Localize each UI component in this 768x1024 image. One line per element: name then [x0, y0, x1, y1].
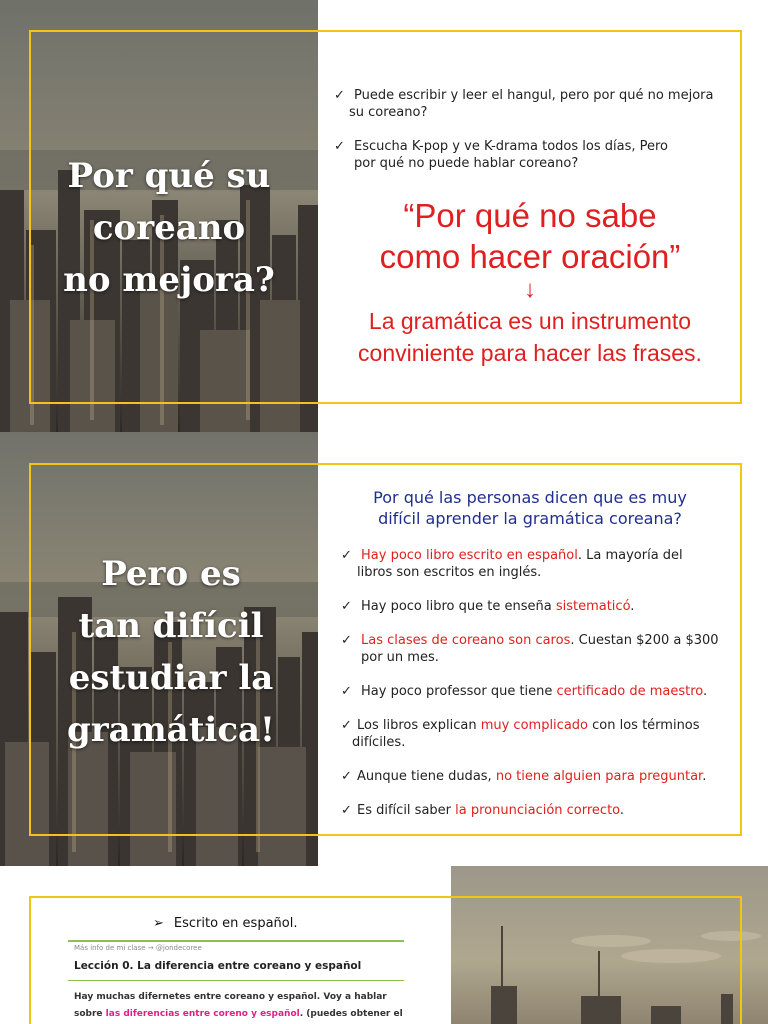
slide-2-bullet	[341, 802, 731, 819]
slide-2-bullet	[341, 717, 731, 751]
slide-2-bullet	[341, 598, 731, 615]
slide-2-question	[330, 487, 730, 529]
slide-1-answer	[330, 305, 730, 369]
bullet-text: con los términos	[588, 718, 700, 733]
bullet-text: Escucha K-pop y ve K-drama todos los días, Pero	[354, 139, 669, 154]
bullet-text: .	[619, 803, 625, 818]
bullet-text: .	[703, 684, 708, 699]
question-line: Por qué las personas dicen que es muy	[373, 488, 687, 507]
bullet-text: Puede escribir y leer el hangul, pero por qué no mejora	[354, 88, 714, 103]
slide-2-bullet	[341, 632, 731, 666]
slide-2-bullet-list	[341, 547, 731, 819]
doc-text: . (puedes obtener el	[299, 1009, 403, 1019]
bullet-text: Es difícil saber	[357, 803, 456, 818]
slide-2-bullet	[341, 768, 731, 785]
quote-line: como hacer oración”	[379, 238, 681, 275]
bullet-text: . La mayoría del	[577, 548, 683, 563]
slide-2-title-line: tan difícil	[78, 606, 264, 646]
doc-text: sobre	[74, 1009, 106, 1019]
highlight-text: sistematicó	[555, 599, 631, 614]
document-excerpt	[68, 940, 404, 1024]
heading-text: Escrito en español.	[173, 916, 298, 931]
bullet-text: difíciles.	[352, 735, 406, 750]
question-line: difícil aprender la gramática coreana?	[378, 509, 682, 528]
check-icon: ✓	[341, 769, 352, 784]
bullet-text: por un mes.	[361, 650, 439, 665]
check-icon: ✓	[341, 803, 352, 818]
slide-1-title-line: Por qué su	[67, 156, 271, 196]
check-icon: ✓	[341, 599, 352, 614]
check-icon: ✓	[334, 88, 345, 103]
doc-meta: Más info de mi clase → @jondecoree	[74, 944, 202, 952]
bullet-text: por qué no puede hablar coreano?	[354, 156, 579, 171]
bullet-text: .	[630, 599, 635, 614]
check-icon: ✓	[341, 548, 352, 563]
bullet-text: su coreano?	[349, 105, 428, 120]
doc-divider	[68, 980, 404, 981]
slide-3-heading	[153, 916, 297, 931]
slide-2-title-line: estudiar la	[68, 658, 274, 698]
bullet-text: Los libros explican	[357, 718, 481, 733]
slide-1-bullet-list	[334, 87, 734, 189]
slide-1-title-line: no mejora?	[63, 260, 275, 300]
slide-1	[0, 0, 768, 432]
highlight-text: muy complicado	[480, 718, 588, 733]
slide-3	[0, 866, 768, 1024]
check-icon: ✓	[334, 139, 345, 154]
highlight-text: Las clases de coreano son caros	[361, 633, 571, 648]
slide-2-bullet	[341, 547, 731, 581]
highlight-text: Hay poco libro escrito en español	[361, 548, 578, 563]
bullet-text: . Cuestan $200 a $300	[570, 633, 719, 648]
doc-paragraph	[74, 1009, 403, 1019]
bullet-text: Hay poco libro que te enseña	[361, 599, 556, 614]
bullet-text: Hay poco professor que tiene	[361, 684, 557, 699]
slide-1-title	[44, 150, 294, 306]
highlight-text: la pronunciación correcto	[455, 803, 620, 818]
slide-2-bullet	[341, 683, 731, 700]
down-arrow-icon: ↓	[524, 276, 536, 303]
highlight-text: no tiene alguien para preguntar	[495, 769, 703, 784]
slide-2	[0, 432, 768, 866]
doc-paragraph: Hay muchas difernetes entre coreano y español. Voy a hablar	[74, 992, 387, 1002]
answer-line: La gramática es un instrumento	[368, 308, 692, 334]
answer-line: conviniente para hacer las frases.	[358, 340, 702, 366]
bullet-text: libros son escritos en inglés.	[357, 565, 542, 580]
slide-1-title-line: coreano	[92, 208, 246, 248]
doc-title: Lección 0. La diferencia entre coreano y español	[74, 960, 362, 972]
doc-highlight-text: las diferencias entre coreno y español	[105, 1009, 300, 1019]
quote-line: “Por qué no sabe	[403, 197, 657, 234]
arrow-bullet-icon: ➢	[153, 916, 164, 931]
check-icon: ✓	[341, 633, 352, 648]
slide-1-bullet	[334, 87, 734, 121]
check-icon: ✓	[341, 684, 352, 699]
slide-2-title-line: Pero es	[101, 554, 241, 594]
slide-2-title-line: gramática!	[66, 710, 275, 750]
highlight-text: certificado de maestro	[556, 684, 704, 699]
bullet-text: .	[702, 769, 707, 784]
slide-1-quote	[330, 195, 730, 277]
slide-1-bullet	[334, 138, 734, 172]
doc-top-rule	[68, 940, 404, 942]
slide-2-title	[44, 548, 298, 756]
bullet-text: Aunque tiene dudas,	[357, 769, 496, 784]
check-icon: ✓	[341, 718, 352, 733]
